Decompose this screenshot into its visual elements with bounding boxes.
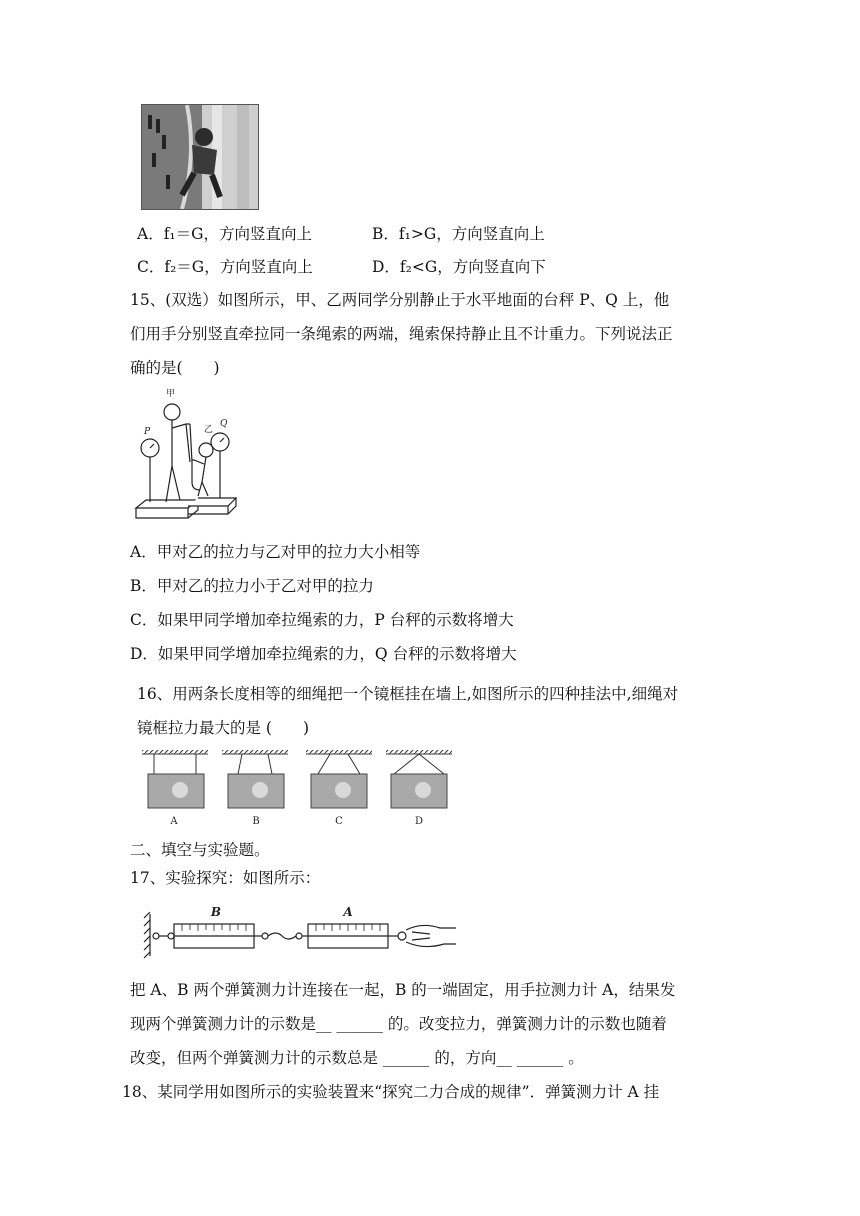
climbing-photo (141, 104, 259, 210)
q17-text-line-3: 现两个弹簧测力计的示数是__ ______ 的。改变拉力，弹簧测力计的示数也随着 (130, 1015, 667, 1033)
q18-text-line-1: 18、某同学用如图所示的实验装置来“探究二力合成的规律”．弹簧测力计 A 挂 (122, 1083, 660, 1101)
q16-text-line-2: 镜框拉力最大的是 ( ) (137, 719, 310, 737)
scale-label-a: A (343, 905, 353, 919)
q14-option-c: C．f₂＝G，方向竖直向上 (137, 258, 313, 276)
q15-text-line-1: 15、(双选）如图所示，甲、乙两同学分别静止于水平地面的台秤 P、Q 上，他 (130, 291, 670, 309)
frame-label-c: C (335, 816, 343, 827)
q15-text-line-3: 确的是( ) (130, 359, 220, 377)
q15-option-a: A．甲对乙的拉力与乙对甲的拉力大小相等 (130, 543, 421, 561)
frame-label-b: B (252, 816, 260, 827)
q17-text-line-1: 17、实验探究：如图所示： (130, 869, 321, 887)
q16-frames-figure (140, 748, 460, 830)
q15-text-line-2: 们用手分别竖直牵拉同一条绳索的两端，绳索保持静止且不计重力。下列说法正 (130, 325, 673, 343)
frame-label-a: A (170, 816, 178, 827)
q15-option-c: C．如果甲同学增加牵拉绳索的力，P 台秤的示数将增大 (130, 611, 514, 629)
q14-option-a: A．f₁＝G，方向竖直向上 (137, 225, 313, 243)
q16-text-line-1: 16、用两条长度相等的细绳把一个镜框挂在墙上,如图所示的四种挂法中,细绳对 (137, 685, 679, 703)
section-title: 二、填空与实验题。 (130, 841, 270, 859)
label-yi: 乙 (204, 425, 214, 435)
label-p: P (144, 427, 151, 437)
q15-scales-figure (128, 386, 248, 526)
q15-option-b: B．甲对乙的拉力小于乙对甲的拉力 (130, 577, 374, 595)
label-q: Q (220, 419, 228, 429)
scale-label-b: B (210, 905, 222, 919)
q17-text-line-4: 改变，但两个弹簧测力计的示数总是 ______ 的，方向__ ______ 。 (130, 1049, 584, 1067)
q17-text-line-2: 把 A、B 两个弹簧测力计连接在一起，B 的一端固定，用手拉测力计 A，结果发 (130, 981, 676, 999)
label-jia: 甲 (166, 389, 176, 399)
q14-option-b: B．f₁>G，方向竖直向上 (372, 225, 545, 243)
q14-option-d: D．f₂<G，方向竖直向下 (372, 258, 546, 276)
q17-spring-scales-figure (140, 900, 460, 962)
q15-option-d: D．如果甲同学增加牵拉绳索的力，Q 台秤的示数将增大 (130, 645, 517, 663)
frame-label-d: D (414, 816, 424, 827)
